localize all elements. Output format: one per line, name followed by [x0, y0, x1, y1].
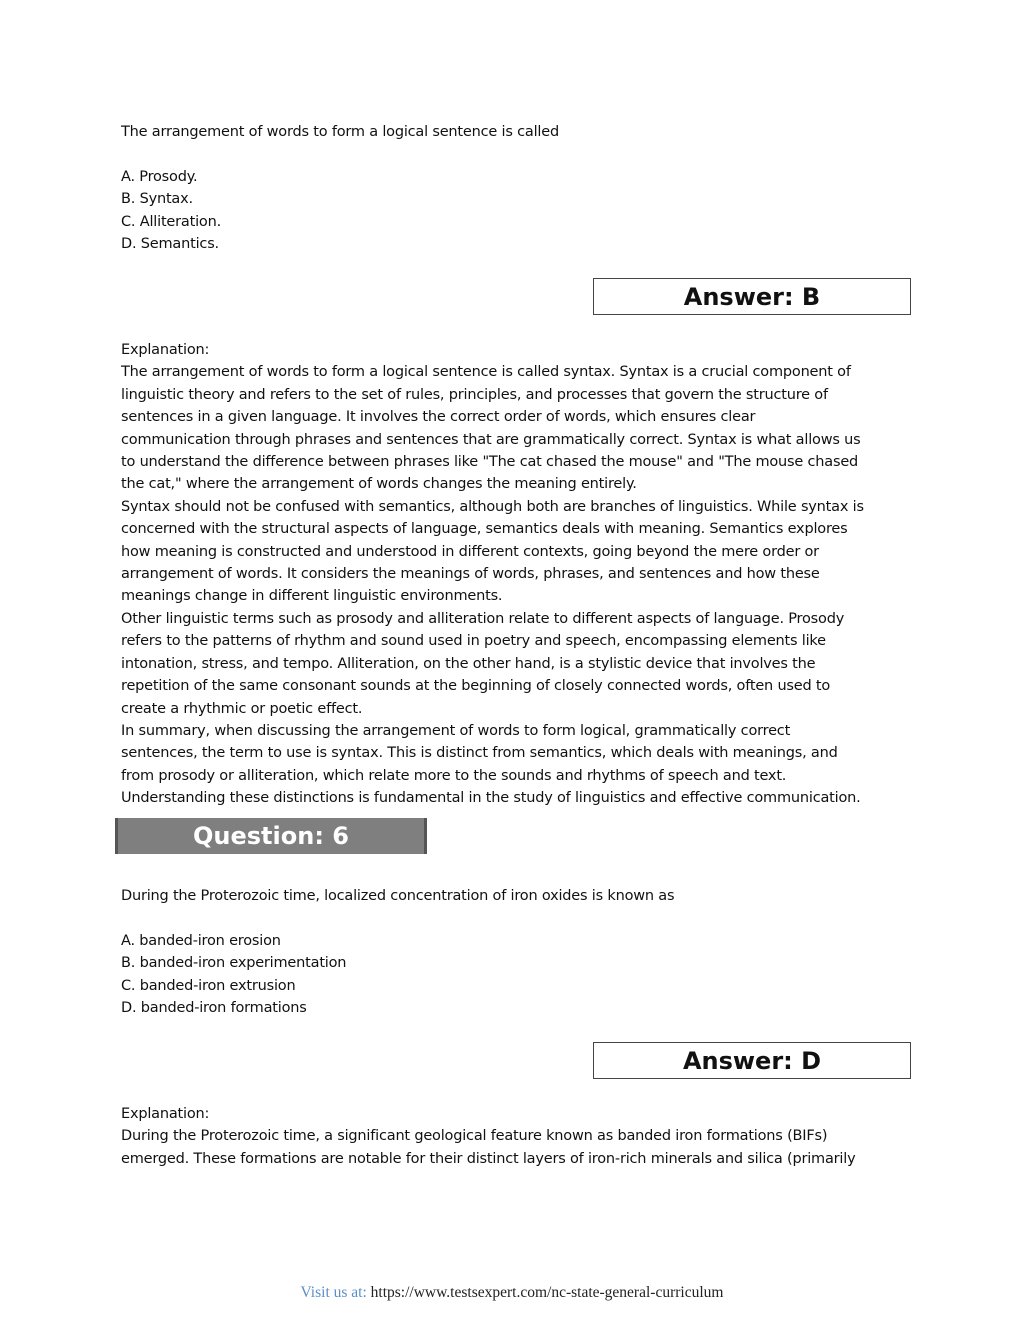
question-stem-text: During the Proterozoic time, localized concentration of iron oxides is known as	[121, 888, 675, 904]
answer-box-q6	[593, 1042, 911, 1079]
question-6-options	[121, 930, 911, 1020]
explanation-line: During the Proterozoic time, a significant geological feature known as banded iron formations (BIFs)	[121, 1128, 828, 1145]
question-5-options	[121, 166, 911, 256]
option-c: C. banded-iron extrusion	[121, 977, 296, 994]
explanation-line: to understand the difference between phrases like "The cat chased the mouse" and "The mouse chased	[121, 454, 859, 471]
question-6-heading	[115, 818, 427, 854]
explanation-line: concerned with the structural aspects of language, semantics deals with meaning. Semantics explores	[121, 521, 848, 538]
explanation-line: communication through phrases and sentences that are grammatically correct. Syntax is what allows us	[121, 431, 861, 448]
explanation-label: Explanation:	[121, 1106, 210, 1122]
footer-url-link[interactable]: https://www.testsexpert.com/nc-state-general-curriculum	[370, 1284, 724, 1301]
explanation-line: Syntax should not be confused with semantics, although both are branches of linguistics. While syntax is	[121, 498, 864, 515]
answer-label: Answer: B	[683, 282, 821, 311]
explanation-line: sentences in a given language. It involves the correct order of words, which ensures clear	[121, 409, 756, 426]
option-b: B. Syntax.	[121, 191, 193, 208]
option-d: D. banded-iron formations	[121, 1000, 307, 1017]
option-d: D. Semantics.	[121, 236, 219, 253]
explanation-line: arrangement of words. It considers the meanings of words, phrases, and sentences and how these	[121, 566, 820, 583]
option-a: A. banded-iron erosion	[121, 933, 281, 949]
explanation-line: emerged. These formations are notable for their distinct layers of iron-rich minerals and silica (primarily	[121, 1150, 856, 1167]
option-b: B. banded-iron experimentation	[121, 955, 347, 972]
explanation-q6	[121, 1103, 911, 1170]
option-c: C. Alliteration.	[121, 213, 221, 230]
explanation-line: the cat," where the arrangement of words changes the meaning entirely.	[121, 476, 637, 493]
explanation-line: how meaning is constructed and understood in different contexts, going beyond the mere order or	[121, 543, 819, 560]
explanation-line: The arrangement of words to form a logical sentence is called syntax. Syntax is a crucial component of	[121, 364, 851, 381]
explanation-line: meanings change in different linguistic environments.	[121, 588, 503, 605]
question-6-stem	[121, 885, 911, 907]
page-footer	[0, 1284, 1024, 1302]
question-heading-text: Question: 6	[193, 822, 349, 850]
answer-label: Answer: D	[682, 1046, 822, 1075]
answer-box-q5	[593, 278, 911, 315]
explanation-label: Explanation:	[121, 342, 210, 358]
explanation-line: sentences, the term to use is syntax. This is distinct from semantics, which deals with meanings, and	[121, 745, 838, 762]
explanation-line: from prosody or alliteration, which relate more to the sounds and rhythms of speech and text.	[121, 767, 787, 784]
option-a: A. Prosody.	[121, 169, 198, 185]
explanation-line: Understanding these distinctions is fundamental in the study of linguistics and effective communication.	[121, 790, 861, 807]
footer-prefix: Visit us at:	[300, 1284, 371, 1301]
explanation-line: refers to the patterns of rhythm and sound used in poetry and speech, encompassing elements like	[121, 633, 826, 650]
explanation-line: intonation, stress, and tempo. Alliteration, on the other hand, is a stylistic device that involves the	[121, 655, 816, 672]
explanation-line: Other linguistic terms such as prosody and alliteration relate to different aspects of language. Prosody	[121, 610, 845, 627]
explanation-q5	[121, 339, 911, 810]
question-stem-text: The arrangement of words to form a logical sentence is called	[121, 124, 559, 140]
explanation-line: create a rhythmic or poetic effect.	[121, 700, 363, 717]
explanation-line: linguistic theory and refers to the set of rules, principles, and processes that govern the structure of	[121, 386, 828, 403]
explanation-line: In summary, when discussing the arrangement of words to form logical, grammatically correct	[121, 722, 791, 739]
question-5-stem	[121, 121, 911, 143]
explanation-line: repetition of the same consonant sounds at the beginning of closely connected words, often used to	[121, 678, 831, 695]
